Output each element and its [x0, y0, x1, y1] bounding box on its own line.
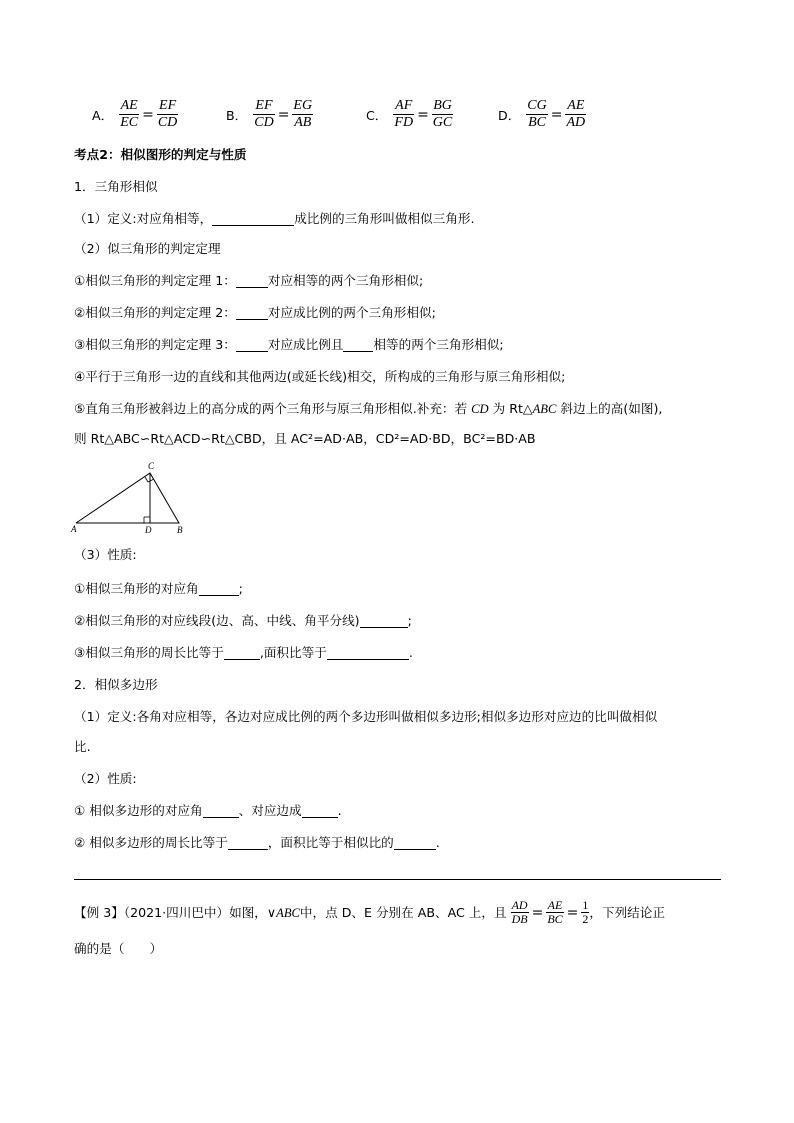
polygon-property-1: ① 相似多边形的对应角 、对应边成 .: [74, 803, 342, 818]
theorem-2: ②相似三角形的判定定理 2： 对应成比例的两个三角形相似;: [74, 305, 436, 320]
triangle-outline: [76, 473, 179, 523]
answer-blank[interactable]: [199, 582, 239, 596]
option-label: A．: [92, 108, 114, 123]
option-b[interactable]: B． $\frac{EF}{CD}$ = $\frac{EG}{AB}$: [226, 98, 313, 130]
polygon-definition-cont: 比.: [74, 739, 91, 754]
answer-blank[interactable]: [236, 306, 268, 320]
polygon-property-2: ② 相似多边形的周长比等于 ，面积比等于相似比的 .: [74, 835, 440, 850]
fraction: $\frac{AE}{EC}$: [120, 98, 139, 130]
polygon-definition: （1）定义:各角对应相等，各边对应成比例的两个多边形叫做相似多边形;相似多边形对应边的比叫做相似: [74, 709, 658, 724]
fraction: $\frac{EF}{CD}$: [157, 98, 178, 130]
fraction: $\frac{CG}{BC}$: [527, 98, 547, 130]
theorem-1: ①相似三角形的判定定理 1： 对应相等的两个三角形相似;: [74, 273, 424, 288]
option-label: B．: [226, 108, 248, 123]
fraction: $\frac{AD}{DB}$: [511, 898, 528, 926]
example-question: 【例 3】（2021·四川巴中）如图， ∨ABC 中，点 D、E 分别在 AB、AC 上，且 $\frac{AD}{DB}$ = $\frac{AE}{BC}$ = $\frac{1}{2}$ ，下列结论正: [74, 898, 665, 926]
theorem-5: ⑤直角三角形被斜边上的高分成的两个三角形与原三角形相似.补充：若 CD 为 Rt△ABC 斜边上的高(如图),: [74, 401, 663, 416]
example-question-cont: 确的是（ ）: [74, 941, 163, 956]
option-label: D．: [498, 108, 521, 123]
fraction: $\frac{1}{2}$: [582, 898, 589, 926]
answer-blank[interactable]: [327, 646, 409, 660]
answer-blank[interactable]: [394, 836, 436, 850]
answer-blank[interactable]: [228, 836, 268, 850]
theorem-4: ④平行于三角形一边的直线和其他两边(或延长线)相交，所构成的三角形与原三角形相似;: [74, 369, 566, 384]
vertex-label: B: [177, 525, 183, 535]
triangle-figure: [68, 458, 190, 536]
answer-blank[interactable]: [302, 804, 338, 818]
section-title: 2．相似多边形: [74, 677, 158, 692]
property-1: ①相似三角形的对应角 ;: [74, 581, 243, 596]
property-2: ②相似三角形的对应线段(边、高、中线、角平分线) ;: [74, 613, 412, 628]
theorem-title: （2）似三角形的判定定理: [74, 241, 221, 256]
option-d[interactable]: D． $\frac{CG}{BC}$ = $\frac{AE}{AD}$: [498, 98, 586, 130]
property-title: （3）性质:: [74, 547, 137, 562]
answer-blank[interactable]: [236, 338, 268, 352]
divider: [74, 879, 721, 880]
answer-blank[interactable]: [236, 274, 268, 288]
answer-blank[interactable]: [224, 646, 260, 660]
theorem-3: ③相似三角形的判定定理 3： 对应成比例且 相等的两个三角形相似;: [74, 337, 504, 352]
answer-blank[interactable]: [212, 212, 294, 226]
fraction: $\frac{EF}{CD}$: [254, 98, 274, 130]
section-heading: 考点2：相似图形的判定与性质: [74, 147, 247, 162]
fraction: $\frac{EG}{AB}$: [293, 98, 313, 130]
answer-blank[interactable]: [203, 804, 239, 818]
fraction: $\frac{AF}{FD}$: [394, 98, 414, 130]
vertex-label: D: [145, 525, 152, 535]
vertex-label: A: [71, 524, 77, 534]
option-label: C．: [366, 108, 388, 123]
fraction: $\frac{BG}{GC}$: [432, 98, 453, 130]
polygon-property-title: （2）性质:: [74, 771, 137, 786]
answer-blank[interactable]: [360, 614, 408, 628]
answer-blank[interactable]: [343, 338, 373, 352]
definition-line: （1）定义:对应角相等， 成比例的三角形叫做相似三角形.: [74, 211, 475, 226]
fraction: $\frac{AE}{BC}$: [547, 898, 563, 926]
theorem-5-cont: 则 Rt△ABC∽Rt△ACD∽Rt△CBD，且 AC²=AD·AB，CD²=AD·BD，BC²=BD·AB: [74, 431, 536, 446]
fraction: $\frac{AE}{AD}$: [566, 98, 586, 130]
option-a[interactable]: A． $\frac{AE}{EC}$ = $\frac{EF}{CD}$: [92, 98, 178, 130]
property-3: ③相似三角形的周长比等于 ,面积比等于 .: [74, 645, 413, 660]
section-title: 1．三角形相似: [74, 179, 158, 194]
vertex-label: C: [148, 461, 155, 471]
option-c[interactable]: C． $\frac{AF}{FD}$ = $\frac{BG}{GC}$: [366, 98, 453, 130]
